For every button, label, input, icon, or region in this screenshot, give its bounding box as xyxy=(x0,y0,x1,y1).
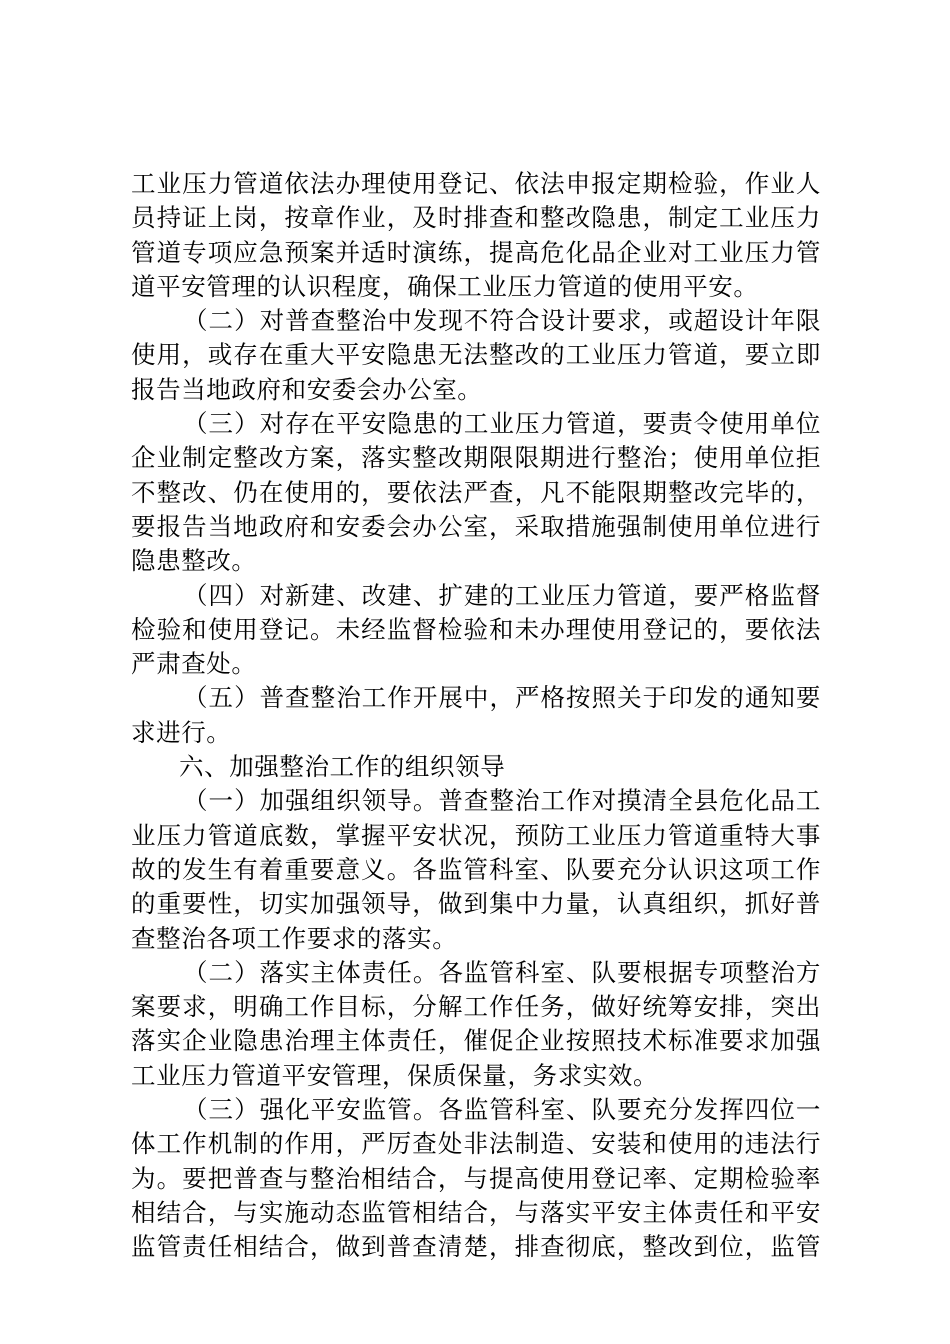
document-body xyxy=(131,167,821,1265)
text-line: 管道专项应急预案并适时演练，提高危化品企业对工业压力管 xyxy=(131,237,821,267)
text-line: 工业压力管道依法办理使用登记、依法申报定期检验，作业人 xyxy=(131,169,821,198)
text-line: 业压力管道底数，掌握平安状况，预防工业压力管道重特大事 xyxy=(131,820,821,850)
text-line: 检验和使用登记。未经监督检验和未办理使用登记的，要依法 xyxy=(131,614,821,644)
text-line: 监管责任相结合，做到普查清楚，排查彻底，整改到位，监管 xyxy=(131,1232,821,1262)
text-line: 工业压力管道平安管理，保质保量，务求实效。 xyxy=(131,1060,659,1090)
text-line: 员持证上岗，按章作业，及时排查和整改隐患，制定工业压力 xyxy=(131,203,821,233)
paragraph-start-line: （四）对新建、改建、扩建的工业压力管道，要严格监督 xyxy=(183,580,821,610)
text-line: 不整改、仍在使用的，要依法严查，凡不能限期整改完毕的， xyxy=(131,477,821,507)
text-line: 严肃查处。 xyxy=(131,649,257,679)
section-heading: 六、加强整治工作的组织领导 xyxy=(179,752,506,782)
text-line: 的重要性，切实加强领导，做到集中力量，认真组织，抓好普 xyxy=(131,889,821,919)
text-line: 体工作机制的作用，严厉查处非法制造、安装和使用的违法行 xyxy=(131,1129,821,1159)
text-line: 企业制定整改方案，落实整改期限限期进行整治；使用单位拒 xyxy=(131,443,821,473)
text-line: 为。要把普查与整治相结合，与提高使用登记率、定期检验率 xyxy=(131,1163,821,1193)
text-line: 案要求，明确工作目标，分解工作任务，做好统筹安排，突出 xyxy=(131,992,821,1022)
text-line: 隐患整改。 xyxy=(131,546,257,576)
text-line: 要报告当地政府和安委会办公室，采取措施强制使用单位进行 xyxy=(131,511,821,541)
paragraph-start-line: （三）对存在平安隐患的工业压力管道，要责令使用单位 xyxy=(183,409,821,439)
text-line: 报告当地政府和安委会办公室。 xyxy=(131,374,483,404)
text-line: 求进行。 xyxy=(131,717,232,747)
text-line: 查整治各项工作要求的落实。 xyxy=(131,923,458,953)
paragraph-start-line: （五）普查整治工作开展中，严格按照关于印发的通知要 xyxy=(183,683,821,713)
text-line: 故的发生有着重要意义。各监管科室、队要充分认识这项工作 xyxy=(131,854,821,884)
paragraph-start-line: （三）强化平安监管。各监管科室、队要充分发挥四位一 xyxy=(183,1095,821,1125)
text-line: 落实企业隐患治理主体责任，催促企业按照技术标准要求加强 xyxy=(131,1026,821,1056)
text-line: 相结合，与实施动态监管相结合，与落实平安主体责任和平安 xyxy=(131,1197,821,1227)
paragraph-start-line: （二）落实主体责任。各监管科室、队要根据专项整治方 xyxy=(183,957,821,987)
paragraph-start-line: （二）对普查整治中发现不符合设计要求，或超设计年限 xyxy=(183,306,821,336)
text-line: 使用，或存在重大平安隐患无法整改的工业压力管道，要立即 xyxy=(131,340,821,370)
text-line: 道平安管理的认识程度，确保工业压力管道的使用平安。 xyxy=(131,271,759,301)
paragraph-start-line: （一）加强组织领导。普查整治工作对摸清全县危化品工 xyxy=(183,786,821,816)
